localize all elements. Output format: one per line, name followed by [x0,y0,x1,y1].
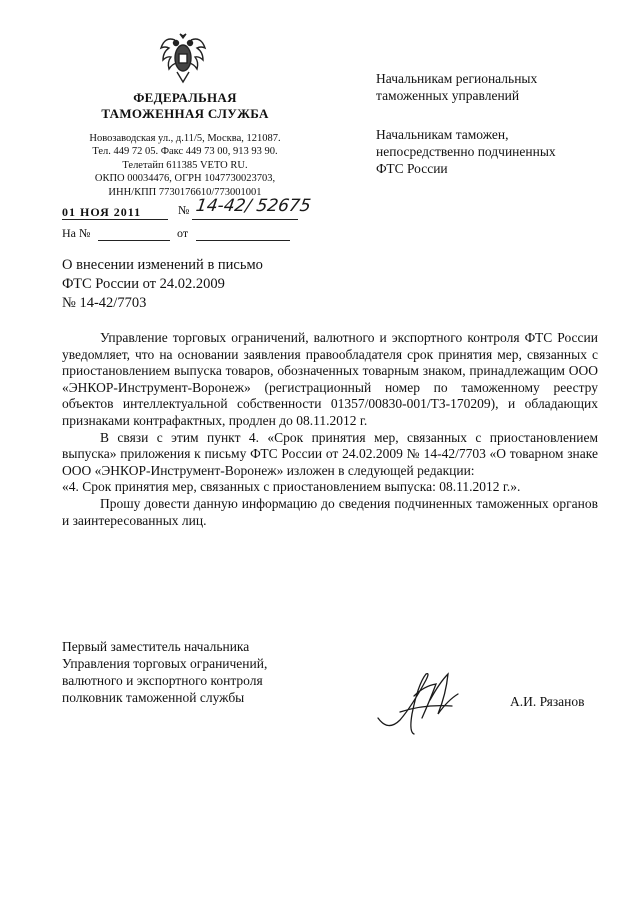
subject-line: О внесении изменений в письмо [62,257,263,273]
body-paragraph: Управление торговых ограничений, валютного и экспортного контроля ФТС России уведомляет, что на основании заявления правообладателя срок принятия мер, связанных с приостановлением выпуска товаров, обозначенных товарным знаком, принадлежащим ООО «ЭНКОР-Инструмент-Воронеж» (регистрационный номер по таможенному реестру объектов интеллектуальной собственности 01357/00830-001/ТЗ-170209), и обладающих признаками контрафактных, продлен до 08.11.2012 г. [62,330,598,428]
subject-line: № 14-42/7703 [62,295,147,311]
number-label: № [178,203,190,217]
addressee-line: ФТС России [376,161,448,176]
addressee-line: Начальникам региональных [376,71,538,86]
number-underline [192,219,298,220]
addressee-regional [376,70,537,104]
agency-okpo-ogrn: ОКПО 00034476, ОГРН 1047730023703, [94,173,276,185]
agency-teletype: Телетайп 611385 VETO RU. [122,159,248,171]
handwritten-number: 14-42/ 52675 [194,196,313,216]
date-stamp: 01 НОЯ 2011 [62,205,142,219]
addressee-line: Начальникам таможен, [376,127,509,142]
signer-line: валютного и экспортного контроля [62,673,263,688]
agency-contacts [60,132,310,199]
body-paragraph: Прошу довести данную информацию до сведения подчиненных таможенных органов и заинтересованных лиц. [62,495,598,528]
reference-label: На № [62,226,91,240]
signer-line: полковник таможенной службы [62,690,245,705]
letter-body [62,330,598,529]
body-paragraph: «4. Срок принятия мер, связанных с приостановлением выпуска: 08.11.2012 г.». [62,479,521,495]
signer-line: Первый заместитель начальника [62,639,250,654]
signer-name: А.И. Рязанов [510,694,585,709]
reference-underline [98,240,170,241]
from-underline [196,240,290,241]
from-label: от [177,226,189,240]
signer-position [62,638,342,706]
addressee-line: таможенных управлений [376,88,520,103]
agency-title [60,90,310,122]
state-emblem-icon [155,30,211,86]
date-underline [62,219,168,220]
signer-line: Управления торговых ограничений, [62,656,268,671]
agency-address: Новозаводская ул., д.11/5, Москва, 121087. [89,133,281,144]
agency-phone-fax: Тел. 449 72 05. Факс 449 73 00, 913 93 90. [92,146,278,158]
agency-title-line2: ТАМОЖЕННАЯ СЛУЖБА [101,106,269,121]
handwritten-signature-icon [370,660,480,750]
letter-subject [62,256,342,313]
agency-title-line1: ФЕДЕРАЛЬНАЯ [133,90,237,105]
addressee-customs [376,126,556,177]
body-paragraph: В связи с этим пункт 4. «Срок принятия мер, связанных с приостановлением выпуска» приложения к письму ФТС России от 24.02.2009 № 14-42/7703 «О товарном знаке ООО «ЭНКОР-Инструмент-Воронеж» изложен в следующей редакции: [62,429,598,478]
agency-inn-kpp: ИНН/КПП 7730176610/773001001 [108,186,262,198]
subject-line: ФТС России от 24.02.2009 [62,276,225,292]
addressee-line: непосредственно подчиненных [376,144,556,159]
